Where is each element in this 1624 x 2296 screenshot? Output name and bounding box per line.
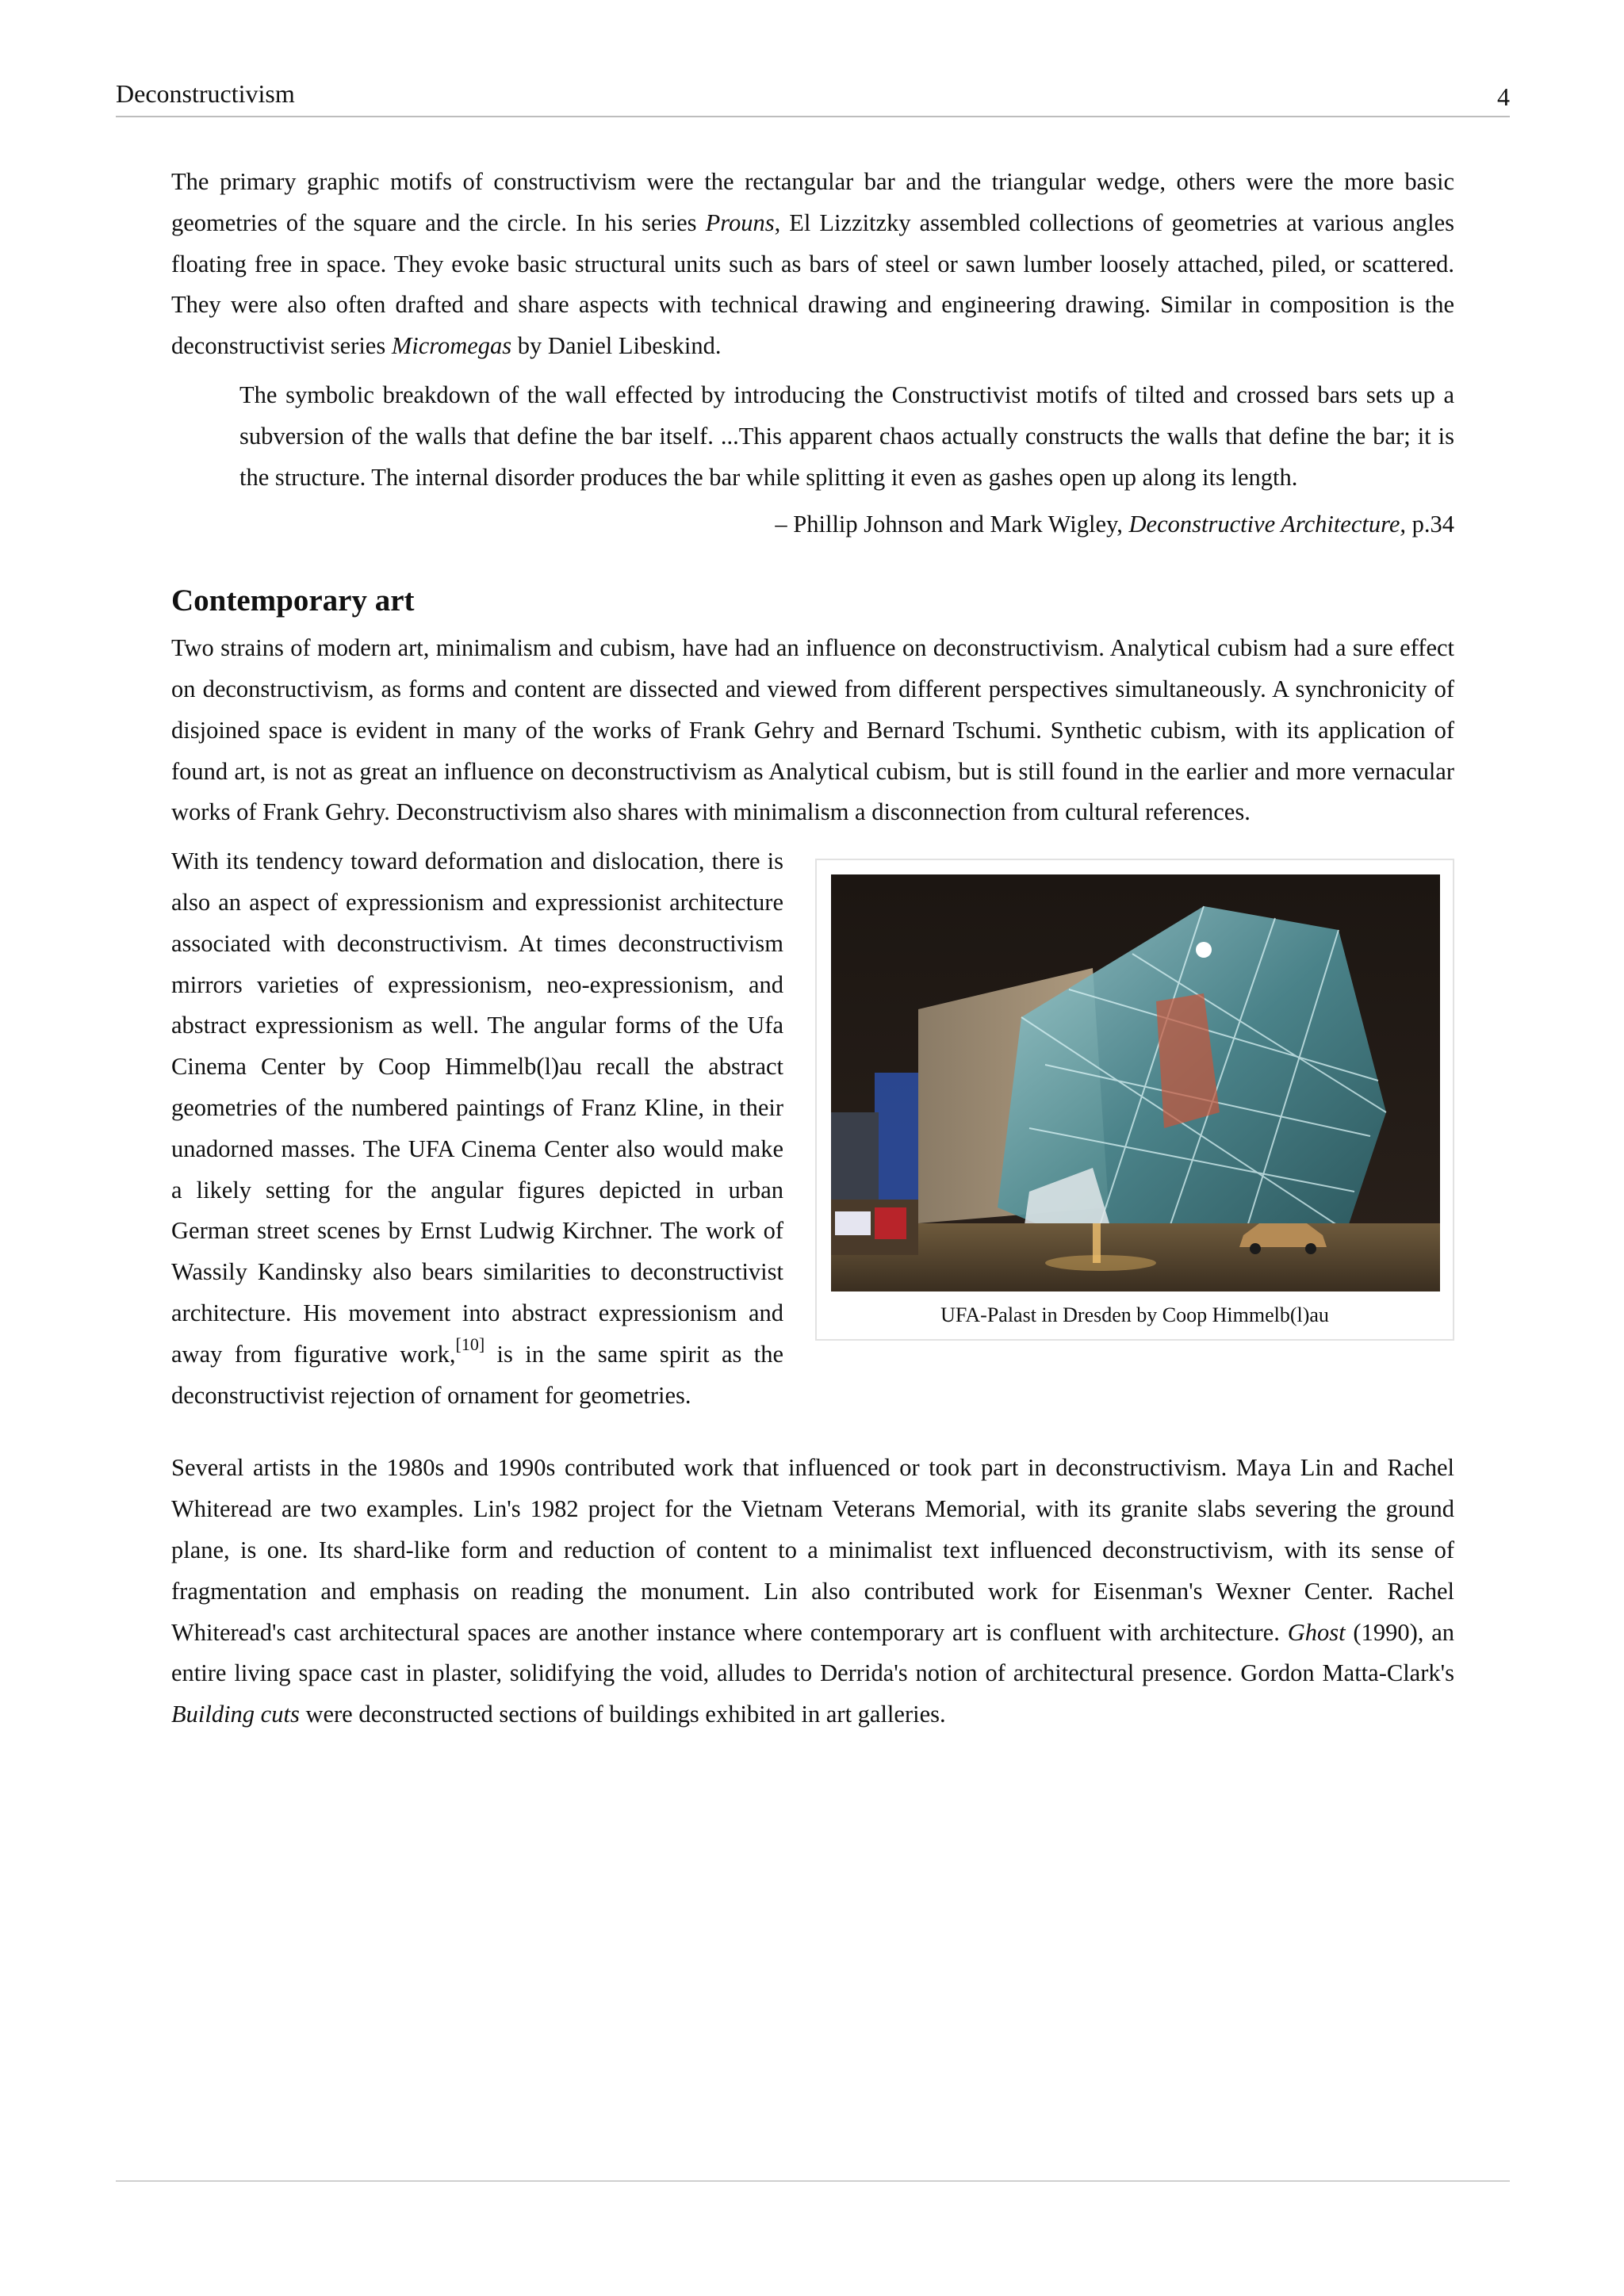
article-body <box>171 162 1454 1743</box>
page-header <box>116 76 1510 117</box>
paragraph-contemporary-artists: Several artists in the 1980s and 1990s contributed work that influenced or took part in deconstructivism. Maya Lin and Rachel Whiteread are two examples. Lin's 1982 project for the Vietnam Veterans Memorial, with its granite slabs severing the ground plane, is one. Its shard-like form and reduction of content to a minimalist text influenced deconstructivism, with its sense of fragmentation and emphasis on reading the monument. Lin also contributed work for Eisenman's Wexner Center. Rachel Whiteread's cast architectural spaces are another instance where contemporary art is confluent with architecture. Ghost (1990), an entire living space cast in plaster, solidifying the void, alludes to Derrida's notion of architectural presence. Gordon Matta-Clark's Building cuts were deconstructed sections of buildings exhibited in art galleries. <box>171 1454 1454 1728</box>
micromegas-title: Micromegas <box>391 332 512 360</box>
section-heading: Contemporary art <box>171 584 415 618</box>
page-number: 4 <box>1497 82 1510 111</box>
prouns-title: Prouns <box>705 209 775 236</box>
paragraph-constructivism-motifs: The primary graphic motifs of constructivism were the rectangular bar and the triangular wedge, others were the more basic geometries of the square and the circle. In his series Prouns, El Lizzitzky assembled collections of geometries at various angles floating free in space. They evoke basic structural units such as bars of steel or sawn lumber loosely attached, piled, or scattered. They were also often drafted and share aspects with technical drawing and engineering drawing. Similar in composition is the deconstructivist series Micromegas by Daniel Libeskind. <box>171 168 1454 360</box>
paragraph-expressionism: With its tendency toward deformation and dislocation, there is also an aspect of expressionism and expressionist architecture associated with deconstructivism. At times deconstructivism mirrors varieties of expressionism, neo-expressionism, and abstract expressionism as well. The angular forms of the Ufa Cinema Center by Coop Himmelb(l)au recall the abstract geometries of the numbered paintings of Franz Kline, in their unadorned masses. The UFA Cinema Center also would make a likely setting for the angular figures depicted in urban German street scenes by Ernst Ludwig Kirchner. The work of Wassily Kandinsky also bears similarities to deconstructivist architecture. His movement into abstract expressionism and away from figurative work,[10] is in the same spirit as the deconstructivist rejection of ornament for geometries. <box>171 848 783 1409</box>
building-cuts-title: Building cuts <box>171 1701 300 1728</box>
block-quote <box>239 375 1454 545</box>
figure-ufa-palast <box>815 859 1454 1341</box>
paragraph-minimalism-cubism: Two strains of modern art, minimalism and cubism, have had an influence on deconstructivism. Analytical cubism had a sure effect on deconstructivism, as forms and content are dissected and viewed from different perspectives simultaneously. A synchronicity of disjoined space is evident in many of the works of Frank Gehry and Bernard Tschumi. Synthetic cubism, with its application of found art, is not as great an influence on deconstructivism as Analytical cubism, but is still found in the earlier and more vernacular works of Frank Gehry. Deconstructivism also shares with minimalism a disconnection from cultural references. <box>171 634 1454 826</box>
ghost-title: Ghost <box>1287 1618 1346 1646</box>
citation-ref-10[interactable]: [10] <box>455 1334 485 1354</box>
ufa-palast-photo <box>831 874 1440 1292</box>
quote-source-title: Deconstructive Architecture, <box>1128 511 1406 538</box>
figure-caption: UFA-Palast in Dresden by Coop Himmelb(l)au <box>940 1303 1329 1327</box>
quote-attribution: – Phillip Johnson and Mark Wigley, Deconstructive Architecture, p.34 <box>775 511 1454 538</box>
footer-rule <box>116 2180 1510 2182</box>
running-title: Deconstructivism <box>116 79 295 108</box>
quote-text: The symbolic breakdown of the wall effected by introducing the Constructivist motifs of tilted and crossed bars sets up a subversion of the walls that define the bar itself. ...This apparent chaos actually constructs the walls that define the bar; it is the structure. The internal disorder produces the bar while splitting it even as gashes open up along its length. <box>239 381 1454 491</box>
